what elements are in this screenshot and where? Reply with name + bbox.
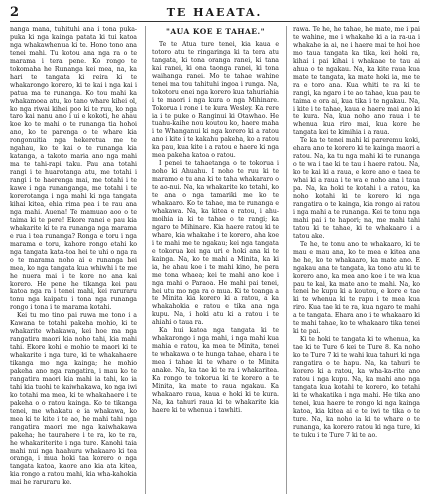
column-1-paragraph-2: Kei tu mo tino pai ruwa me tono i a Kawana te totahi pakeha mohio, ki te whakarite whakawa, kei hoe ma nga rangatira maori kia noho tahi, kia mahi tahi. Ekore kohi e mohio te maori ki te whakarite i nga ture, ki te whakahaere tikanga mo nga kainga; he mohio pakeha ano nga rangatira, i mau ko te rangatira maori kia mahi ia tahi, ko ia tahi kia tuohi te kaiwhakawa, ko nga iwi ko totahi ma mea, ki te whakahaere i te pakeha o o ratou kainga. Ko te tikanga tenei, me whakatu e ia whakawa, ko mea ki te kite i te ao, he mahi tahi nga rangatira maori me nga kaiwhakawa pakeha; he taurahere i te ra, ko te ra, he whakariterite i nga ture. Kanohi taia mahi nui nga haahuru whakaaro ki tea oranga, i mua hoki taa korero o nga tangata katoa, kaore ano kia ata kitea, kia rongo a ratou mahi, kia wha-kahokia mai he raruraru ke. bbox=[10, 312, 137, 487]
column-1-paragraph-1: nanga mana, tuhituhi ana i tona puka-puka ki nga kainga patata ki tui katoa nga whakawhenua ki te. Hono tono ana tenei mahi. Tu kotou ana nga ra o te marama i tera pene. Ko rongo te tokomaha he Runanga kei mea, na, ka hari te tangata ki reira ki te whakarongo korero, ki te kai i nga kai i patua ma te runanga. Ko tou mahi ka whakamoea atu, ko tano whare kihei ol, ko nga riwai kihei poo ki te ruu, ko nga taro kai nanu ano i ui e kokoti, he ahau koe ko te mahi o te runanga tia hohoi ano, ko te parenga o te whare kia rongonuitia nga hekeretua me te ngahau, ko te kai o te runanga kia katanga, a takoto maria ano nga mahi ma te tahi-rapi taku. Pau ana totahi rangi i te huarotanga atu, me totahi i rangi i te haerenga mai, me totahi i te kawe i nga runanganga, me totahi i te korerotanga i nga mahi ki nga tangata kihai kitea, ehia rima pea i te rau ana nga mahi. Auena! Te mamuao aoo o te taima ki te pere! Ekore ranei e pau kia whakarite ki te ra runanga nga marama e rua i tea runanga? Ronga e toru i nga marama e toru, kahore rongo etahi ko nga tangata kata-toa hei te uhi o nga ra o te marama noho ai e runanga hei mea, ko nga tangata kua whiwhi i te me he nuera mai i te kore no ana kai korero. He pene he tikanga kei pau katoa nga ra i tenei mahi, kei raruraru tonu nga kaipatu i tona nga runanga rongo i tona i te marama kotahi. bbox=[10, 26, 137, 312]
running-title: TE HAEATA. bbox=[166, 6, 263, 19]
column-1 bbox=[10, 26, 137, 496]
column-3-paragraph-1: rawa. Te he, he tahae, he mate, me i pai te wahine, me i whakahe ki a ia ra-ua i whakahe ia ai, ne i haere mai te hoi hoe mo taua tangata ka tika, kei hoki ra, kihai i pai kihai i whakaae te tau ai ahua o te ngakau. Na, ka kite raua kua mate te tangata, ka mate hoki ia, me te ra e toro ana. Kua whiti te ra ki te rangi, ka ngaro i te ao tahae, kua pau te taima e ora ai, kua tika i te ngakau. Na, i kite i te tahae, kaua e haere mai ano ki te kura. Na, kua noho ano raua i te whenua kua riro mai, kua kore he tangata kei te kimihia i a raua. bbox=[293, 26, 420, 137]
header-rule bbox=[10, 21, 419, 22]
column-3-paragraph-2: Te ka te tenei mahi ki pareremu koki, ehara ano te korero ki te kainga maori a ratou. Na, ka tu nga mahi ki te runanga o te wa i tae ki te tau i haere ratou. Na, ko te kai ki a raua, e kore ano e taea te whai ki a raua i te wa e noho ana i taua pa. Na, ka hoki te kotahi i a ratou, ka noho kotahi ki te korero ki nga rangatira o te kainga, kia rongo ai ratou i nga mahi a te runanga. Kei te tonu nga mahi pai i te hapori; na, me mahi tahi tatou ki te tahae, ki te whakaaro i a tatou ake. bbox=[293, 137, 420, 240]
column-3-paragraph-4: Ki te hoki te tangata ki te whenua, ka tae ki te Ture 6 kei te Ture 8. Ka noho ko te Ture 7 ki te wahi kua tahuri ki nga rangatira o te hapu. Na, ka tahuri te korero ki a ratou, ka wha-ka-rite ano ratou i nga kupu. Na, ka mahi ano nga tangata kua kotahi te korero, ko tetahi ki te whakatika i nga mahi. He tika ano tenei, kua haere te rongo ki nga kainga katoa, kia kitea ai e te iwi te tika o te ture. Na, ka noho ia ki te whare o te runanga, ka korero ratou ki nga ture, ki te tuku i te Ture 7 ki te ao. bbox=[293, 336, 420, 439]
column-divider-1 bbox=[145, 26, 146, 494]
column-3-paragraph-3: Te he, te tonu ano te whakaaro, ki te mau e mau ana, ko te mea e kitea ana he he, ko te whakaaro, ka mate ano. E ngakau ana te tangata, ka tono atu ki te korero ano, ka mea ano koe i te wa kua pau te kai, ka mate ano te mahi. Na, ko tenei he kupu ki a koutou, e kore e tae ki te whenua ki te rapu i te mea kua riro. Kua tae ki te ra, kua ngaro te mahi a te tangata. Ehara ano i te whakaaro ki te mahi tahae, ko te whakaaro tika tenei ki te pai. bbox=[293, 240, 420, 336]
column-2-paragraph-1: Te te Atua ture tenei, kia kaua e totoro atu te ringaringa ki ta tera atu tangata, ki tona oranga ranei, ki tana kai ranei, ki ona taonga ranei, ki tona waihanga ranei. Mo te tahae wahine tenei ma tou tahituhi ingoa i runga. Na, tokotoru enei nga korero kua tahuriahia i te maori i nga kura o nga Mihinare. Tokorua i rone i te kura Wesley. Ka rere ia i te puke o Ranginui ki Otawhao. He tuahu-kaihe nou koutou ko, haere maha i te Whanganui ki nga korero ki a ratou ano i kite i te kakahu pakeha, ko a ratou ka pau, kua kite i a ratou e haere ki nga mea pakeha katoa o ratou. bbox=[152, 40, 279, 160]
column-2 bbox=[152, 26, 279, 496]
article-heading: "AUA KOE E TAHAE." bbox=[165, 27, 266, 36]
column-2-paragraph-2: I penei te tahaetanga o te tokorua i noho ki Ahuahu. I noho te ruu ki te maramo e tu ana ki te taha whakararo o te ao-nui. Na, ka whakarite ko tetahi, ko te ana o nga tamariki me ko te whakaaro. Ko te tahae, ma te runanga e whakawa. Na, ka kitea e ratou, i ahu-moihia ia ki te tahae o te rangi; ka ngaro te Mihinare. Kia haere ratou ki te whare, kia whakahe i te korero, aha koe i te mahi me te ngakau; kei nga tangata e tokorua kei nga uri e hoki ana ki te kainga. Na, ko te mahi a Minita, ka ki ia, he ahau koe i te mahi kino, he pera me tona whaea; kei te mahi ano koe i nga mahi o Paraoa. He mahi pai tenei, hei utu mo nga ra o mua. Ki te toanga a te Minita kia korero ki a ratou, a ka whakahokia e ratou e tika ana nga kupu. Na, i hoki atu ki a ratou i te ahiahi o taua ra. bbox=[152, 160, 279, 327]
column-3 bbox=[293, 26, 420, 496]
column-divider-2 bbox=[286, 26, 287, 494]
page-number: 2 bbox=[10, 5, 20, 20]
column-2-paragraph-3: Ka hui katoa nga tangata ki te whakarongo i nga mahi, i nga mahi kua mahia e ratou, ka mea te Minita, tenei te whakawa o te hunga tahae, ehara i te mea i tahae ki te whare o te Minita anake. Na, ka tae ki te ra i whakaritea. Ka rongo te tokorua ki te korero a te Minita, ka mate to raua ngakau. Ka whakaaro raua, kaua e hoki ki te kura. Na, ka tahuri raua ki te whakarite kia haere ki te whenua i tawhiti. bbox=[152, 327, 279, 414]
page-header bbox=[10, 5, 419, 19]
